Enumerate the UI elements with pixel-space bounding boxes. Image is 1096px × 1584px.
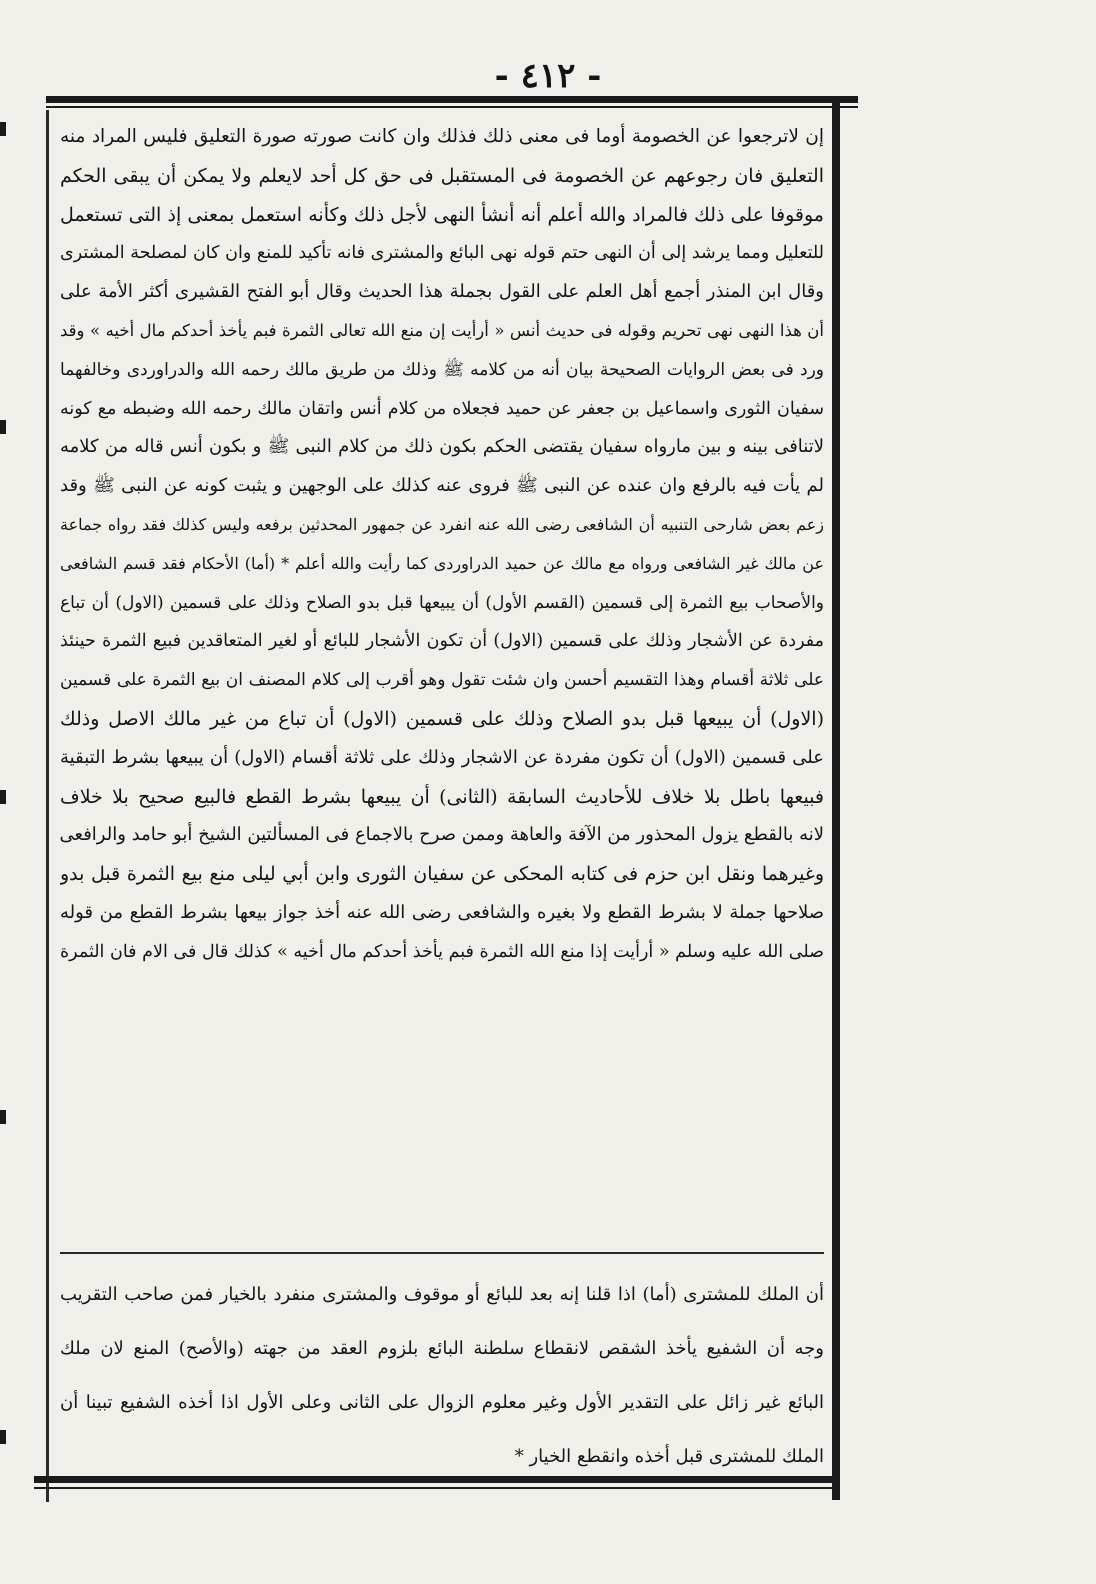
- text-line: عن مالك غير الشافعى ورواه مع مالك عن حميد الدراوردى كما رأيت والله أعلم * (أما) الأحكام فقد قسم الشافعى: [60, 553, 824, 573]
- footnote-line: وجه أن الشفيع يأخذ الشقص لانقطاع سلطنة البائع بلزوم العقد من جهته (والأصح) المنع لان ملك: [60, 1338, 824, 1359]
- text-line: سفيان الثورى واسماعيل بن جعفر عن حميد فجعلاه من كلام أنس واتقان مالك رحمه الله وضبطه مع كونه: [60, 398, 824, 419]
- text-line: صلاحها جملة لا بشرط القطع ولا بغيره والشافعى رضى الله عنه أخذ جواز بيعها بشرط القطع من قوله: [60, 901, 824, 923]
- header-rule-thick: [46, 96, 858, 103]
- text-line: لانه بالقطع يزول المحذور من الآفة والعاهة وممن صرح بالاجماع فى المسألتين الشيخ أبو حامد والرافعى: [60, 824, 824, 846]
- footnote-divider: [60, 1252, 824, 1254]
- text-line: وغيرهما ونقل ابن حزم فى كتابه المحكى عن سفيان الثورى وابن أبي ليلى منع بيع الثمرة قبل بدو: [60, 863, 824, 886]
- text-line: إن لاترجعوا عن الخصومة أوما فى معنى ذلك فذلك وان كانت صورته صورة التعليق فليس المراد منه: [60, 126, 824, 147]
- frame-right-border: [832, 100, 840, 1500]
- footnote-line: الملك للمشترى قبل أخذه وانقطع الخيار *: [514, 1446, 824, 1467]
- text-line: مفردة عن الأشجار وذلك على قسمين (الاول) أن تكون الأشجار للبائع أو لغير المتعاقدين فبيع الثمرة حينئذ: [60, 631, 824, 652]
- footer-rule-thin: [34, 1487, 840, 1489]
- page-number: - ٤١٢ -: [494, 56, 602, 96]
- text-line: على قسمين (الاول) أن تكون مفردة عن الاشجار وذلك على ثلاثة أقسام (الاول) أن يبيعها بشرط التبقية: [60, 746, 824, 768]
- text-line: للتعليل ومما يرشد إلى أن النهى حتم قوله نهى البائع والمشترى فانه تأكيد للمنع وان كان لمصلحة المشترى: [60, 243, 824, 264]
- text-line: زعم بعض شارحى التنبيه أن الشافعى رضى الله عنه انفرد عن جمهور المحدثين برفعه وليس كذلك فقد رواه جماعة: [60, 514, 824, 534]
- footnote-line: البائع غير زائل على التقدير الأول وغير معلوم الزوال على الثانى وعلى الأول اذا أخذه الشفيع تبينا أن: [60, 1392, 824, 1413]
- text-line: موقوفا على ذلك فالمراد والله أعلم أنه أنشأ النهى لأجل ذلك وكأنه استعمل بمعنى إذ التى تستعمل: [60, 203, 824, 226]
- scan-edge-mark: [0, 420, 6, 434]
- header-rule-thin: [46, 106, 858, 108]
- main-body-text: [60, 118, 824, 972]
- scan-edge-mark: [0, 1110, 6, 1124]
- text-line: أن هذا النهى نهى تحريم وقوله فى حديث أنس « أرأيت إن منع الله تعالى الثمرة فبم يأخذ أحدكم مال أخيه » وقد: [60, 320, 824, 340]
- text-line: على ثلاثة أقسام وهذا التقسيم أحسن وان شئت تقول وهو أقرب إلى كلام المصنف ان بيع الثمرة على قسمين: [60, 670, 824, 691]
- text-line: لم يأت فيه بالرفع وان عنده عن النبى ﷺ فروى عنه كذلك على الوجهين و يثبت كونه عن النبى ﷺ وقد: [60, 475, 824, 497]
- footnote-line: أن الملك للمشترى (أما) اذا قلنا إنه بعد للبائع أو موقوف والمشترى منفرد بالخيار فمن صاحب التقريب: [60, 1284, 824, 1305]
- text-line: صلى الله عليه وسلم « أرأيت إذا منع الله الثمرة فبم يأخذ أحدكم مال أخيه » كذلك قال فى الام فان الثمرة: [60, 941, 824, 962]
- scan-edge-mark: [0, 1430, 6, 1444]
- text-line: التعليق فان رجوعهم عن الخصومة فى المستقبل فى حق كل أحد لايعلم ولا يمكن أن يبقى الحكم: [60, 164, 824, 187]
- text-line: (الاول) أن يبيعها قبل بدو الصلاح وذلك على قسمين (الاول) أن تباع من غير مالك الاصل وذلك: [60, 707, 824, 730]
- footer-rule-thick: [34, 1476, 840, 1483]
- text-line: والأصحاب بيع الثمرة إلى قسمين (القسم الأول) أن يبيعها قبل بدو الصلاح وذلك على قسمين (الاول) أن تباع: [60, 592, 824, 613]
- text-line: وقال ابن المنذر أجمع أهل العلم على القول بجملة هذا الحديث وقال أبو الفتح القشيرى أكثر الأمة على: [60, 281, 824, 303]
- text-line: لاتنافى بينه و بين مارواه سفيان يقتضى الحكم بكون ذلك من كلام النبى ﷺ و بكون أنس قاله من كلامه: [60, 436, 824, 458]
- scan-edge-mark: [0, 122, 6, 136]
- frame-left-border: [46, 110, 49, 1502]
- text-line: ورد فى بعض الروايات الصحيحة بيان أنه من كلامه ﷺ وذلك من طريق مالك رحمه الله والدراوردى وخالفهما: [60, 359, 824, 380]
- text-line: فبيعها باطل بلا خلاف للأحاديث السابقة (الثانى) أن يبيعها بشرط القطع فالبيع صحيح بلا خلاف: [60, 785, 824, 808]
- footnote-text: [60, 1268, 824, 1484]
- scan-edge-mark: [0, 790, 6, 804]
